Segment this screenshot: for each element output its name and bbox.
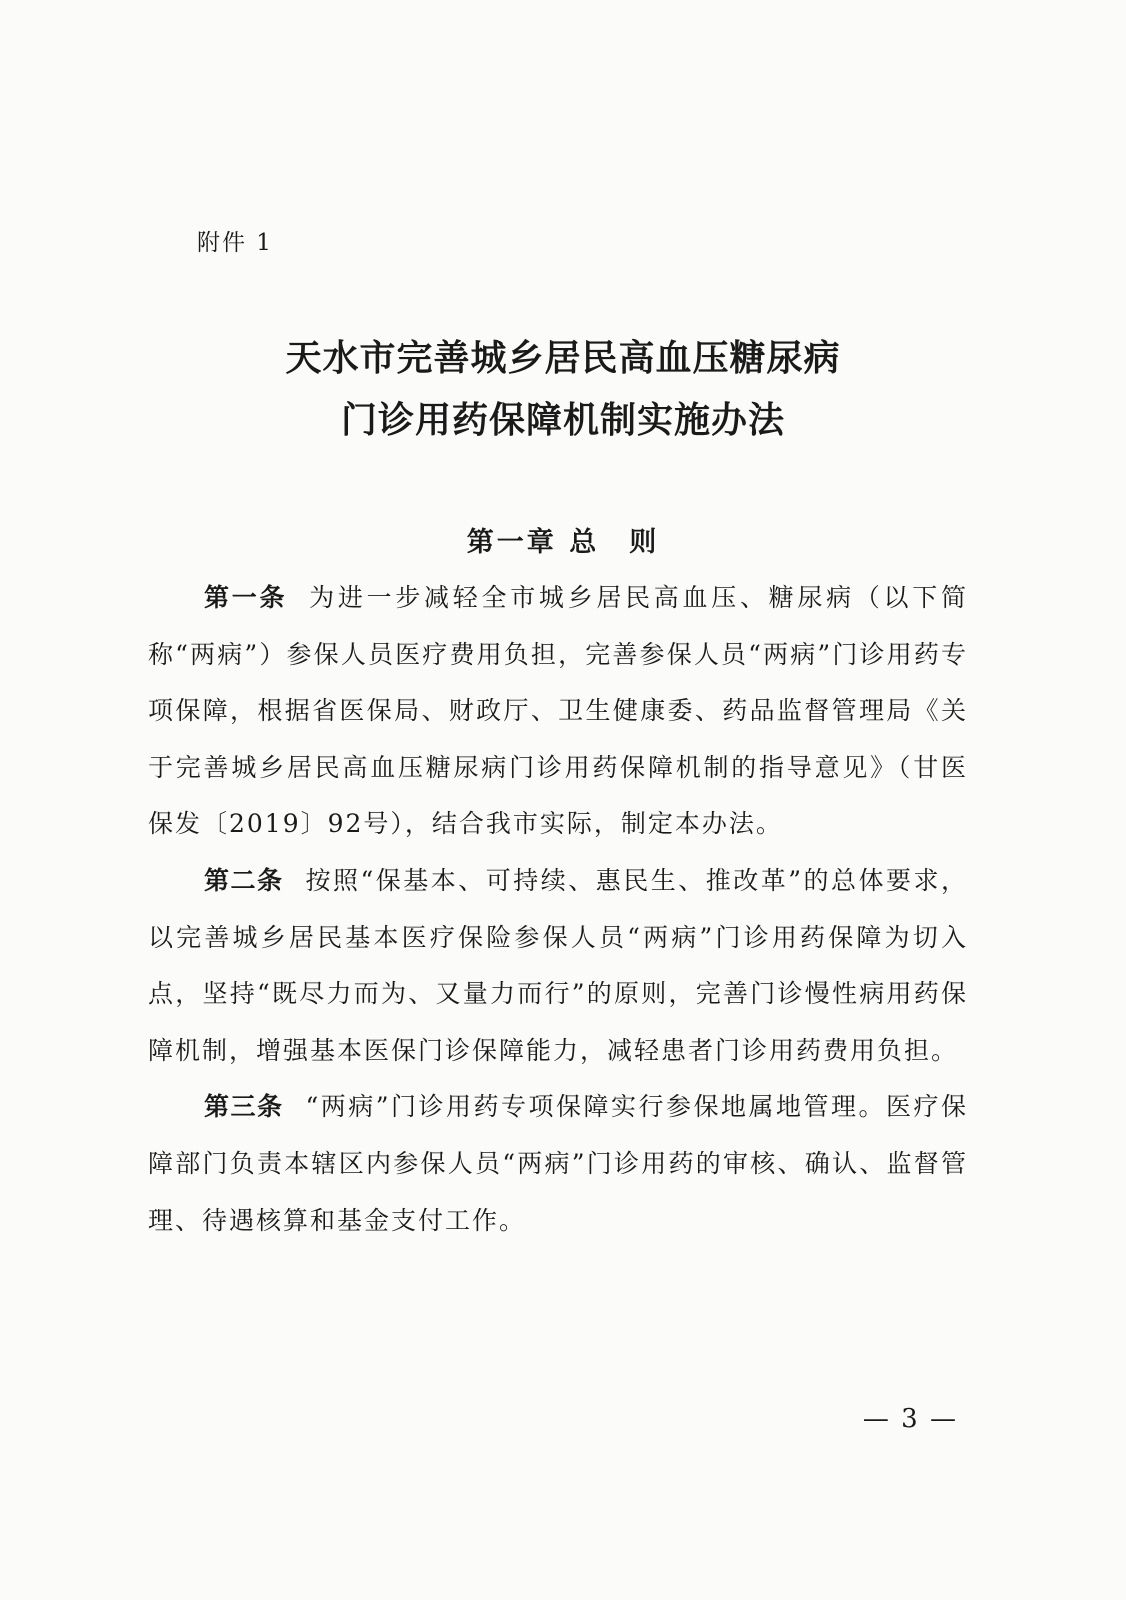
article-text: 为进一步减轻全市城乡居民高血压、糖尿病（以下简称“两病”）参保人员医疗费用负担，完善参保人员“两病”门诊用药专项保障，根据省医保局、财政厅、卫生健康委、药品监督管理局《关于完善城乡居民高血压糖尿病门诊用药保障机制的指导意见》（甘医保发〔2019〕92号），结合我市实际，制定本办法。: [148, 583, 968, 839]
page-number: — 3 —: [862, 1404, 958, 1434]
article-label: 第三条: [204, 1092, 284, 1122]
chapter-heading: 第一章 总 则: [466, 527, 660, 558]
article-paragraph: [148, 1079, 968, 1249]
document-title-line-1: 天水市完善城乡居民高血压糖尿病: [285, 338, 841, 379]
attachment-label: 附件 1: [197, 230, 273, 256]
article-text: “两病”门诊用药专项保障实行参保地属地管理。医疗保障部门负责本辖区内参保人员“两病”门诊用药的审核、确认、监督管理、待遇核算和基金支付工作。: [148, 1092, 968, 1235]
article-label: 第一条: [204, 583, 288, 612]
article-label: 第二条: [204, 865, 284, 895]
document-body: [148, 570, 968, 1249]
document-title-line-2: 门诊用药保障机制实施办法: [340, 400, 785, 441]
article-paragraph: [148, 570, 968, 853]
article-text: 按照“保基本、可持续、惠民生、推改革”的总体要求，以完善城乡居民基本医疗保险参保人员“两病”门诊用药保障为切入点，坚持“既尽力而为、又量力而行”的原则，完善门诊慢性病用药保障机制，增强基本医保门诊保障能力，减轻患者门诊用药费用负担。: [148, 865, 968, 1065]
article-paragraph: [148, 853, 968, 1079]
